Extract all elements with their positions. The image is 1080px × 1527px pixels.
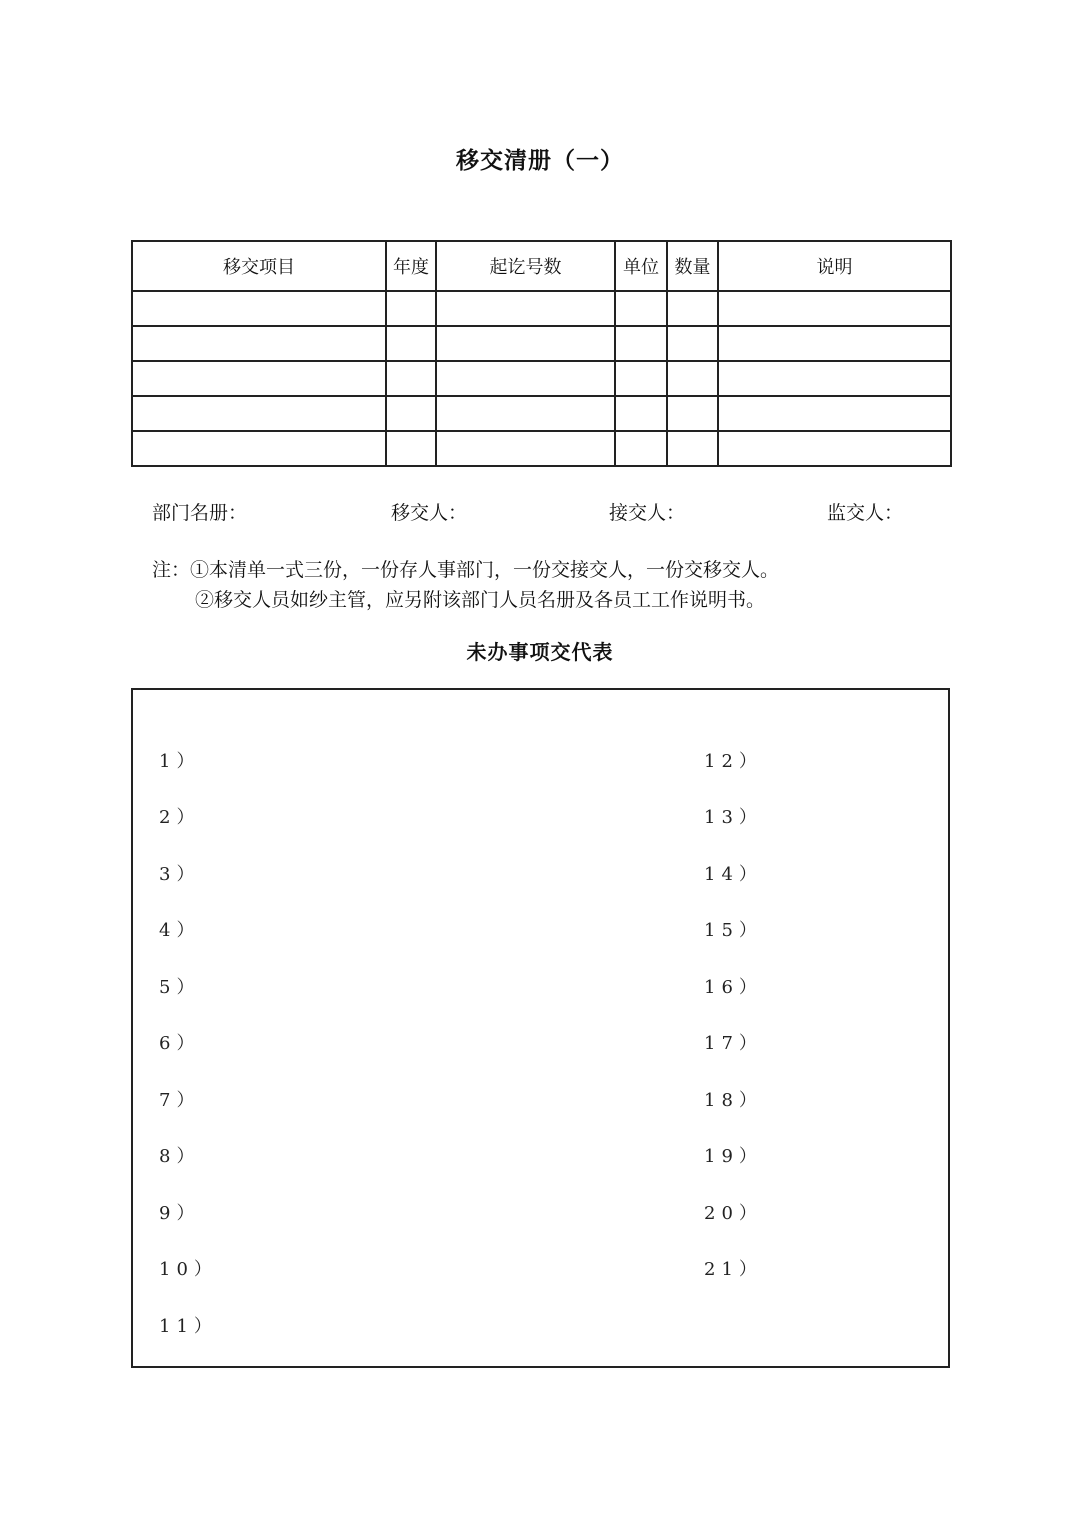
pending-item: 6）	[159, 1033, 201, 1054]
pending-item: 10）	[159, 1259, 218, 1280]
table-cell[interactable]	[667, 396, 718, 431]
pending-item: 5）	[159, 977, 201, 998]
table-row	[132, 291, 951, 326]
table-cell[interactable]	[615, 361, 667, 396]
pending-item: 1）	[159, 751, 201, 772]
table-cell[interactable]	[667, 291, 718, 326]
table-cell[interactable]	[718, 361, 951, 396]
table-cell[interactable]	[436, 361, 615, 396]
table-cell[interactable]	[667, 361, 718, 396]
table-cell[interactable]	[132, 396, 386, 431]
pending-items-box	[131, 688, 950, 1368]
pending-item: 3）	[159, 864, 201, 885]
table-cell[interactable]	[132, 326, 386, 361]
table-cell[interactable]	[132, 431, 386, 466]
pending-item: 4）	[159, 920, 201, 941]
table-cell[interactable]	[718, 396, 951, 431]
table-cell[interactable]	[386, 431, 436, 466]
pending-item: 15）	[704, 920, 763, 941]
supervisor-label: 监交人：	[827, 502, 904, 524]
page-title: 移交清册（一）	[456, 147, 624, 174]
dept-roster-label: 部门名册：	[152, 502, 248, 524]
table-cell[interactable]	[132, 361, 386, 396]
table-cell[interactable]	[386, 361, 436, 396]
pending-item: 14）	[704, 864, 763, 885]
pending-item: 12）	[704, 751, 763, 772]
pending-item: 13）	[704, 807, 763, 828]
table-row	[132, 431, 951, 466]
pending-item: 2）	[159, 807, 201, 828]
pending-item: 8）	[159, 1146, 201, 1167]
header-number-range: 起讫号数	[436, 241, 615, 291]
pending-item: 18）	[704, 1090, 763, 1111]
table-cell[interactable]	[436, 431, 615, 466]
receiver-label: 接交人：	[609, 502, 686, 524]
table-row	[132, 326, 951, 361]
table-cell[interactable]	[718, 326, 951, 361]
note-line-2: ②移交人员如纱主管，应另附该部门人员名册及各员工工作说明书。	[195, 589, 766, 611]
header-year: 年度	[386, 241, 436, 291]
header-description: 说明	[718, 241, 951, 291]
pending-items-title: 未办事项交代表	[466, 640, 614, 664]
table-cell[interactable]	[615, 326, 667, 361]
header-quantity: 数量	[667, 241, 718, 291]
table-cell[interactable]	[386, 326, 436, 361]
pending-item: 9）	[159, 1203, 201, 1224]
table-cell[interactable]	[667, 326, 718, 361]
pending-item: 19）	[704, 1146, 763, 1167]
table-cell[interactable]	[718, 431, 951, 466]
table-cell[interactable]	[615, 431, 667, 466]
table-cell[interactable]	[615, 396, 667, 431]
note-line-1: 注：①本清单一式三份，一份存人事部门，一份交接交人，一份交移交人。	[152, 559, 780, 581]
table-cell[interactable]	[615, 291, 667, 326]
table-cell[interactable]	[436, 291, 615, 326]
transferor-label: 移交人：	[391, 502, 468, 524]
table-row	[132, 396, 951, 431]
table-row	[132, 361, 951, 396]
table-cell[interactable]	[718, 291, 951, 326]
pending-item: 16）	[704, 977, 763, 998]
pending-item: 21）	[704, 1259, 763, 1280]
header-unit: 单位	[615, 241, 667, 291]
pending-item: 7）	[159, 1090, 201, 1111]
pending-item: 20）	[704, 1203, 763, 1224]
pending-item: 17）	[704, 1033, 763, 1054]
table-cell[interactable]	[667, 431, 718, 466]
transfer-list-table	[131, 240, 952, 467]
table-cell[interactable]	[132, 291, 386, 326]
table-cell[interactable]	[436, 326, 615, 361]
table-header-row	[132, 241, 951, 291]
header-transfer-item: 移交项目	[132, 241, 386, 291]
table-cell[interactable]	[386, 291, 436, 326]
table-cell[interactable]	[386, 396, 436, 431]
signature-row	[0, 498, 1080, 528]
table-cell[interactable]	[436, 396, 615, 431]
pending-item: 11）	[159, 1316, 218, 1337]
